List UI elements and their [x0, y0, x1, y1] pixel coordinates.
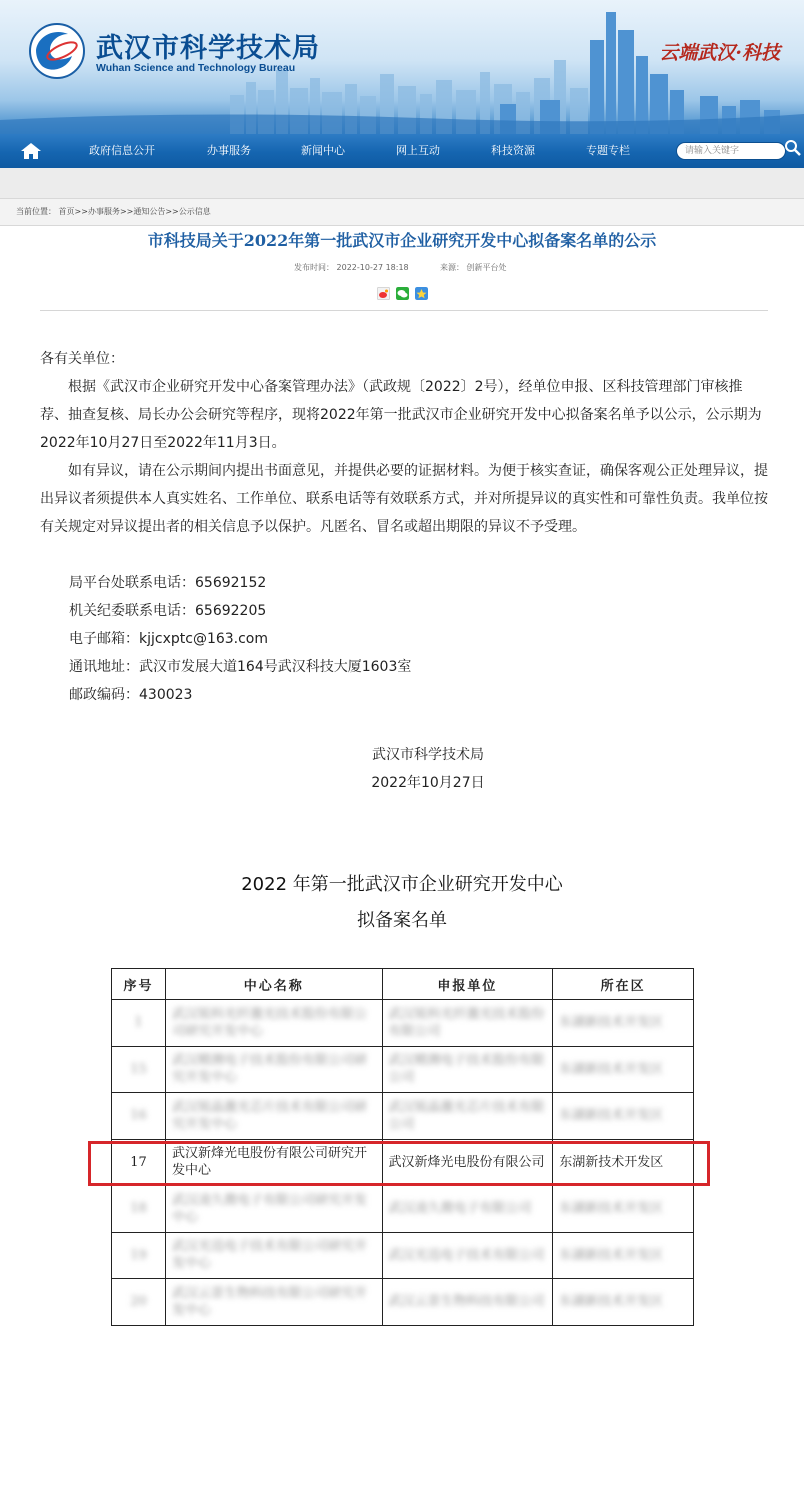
share-wechat-icon[interactable] [396, 287, 409, 300]
row-center-name: 武汉精测电子技术股份有限公司研究开发中心 [165, 1046, 382, 1093]
nav-item-services[interactable]: 办事服务 [207, 144, 251, 157]
title-divider [40, 310, 768, 311]
list-title-line1: 2022 年第一批武汉市企业研究开发中心 [241, 874, 563, 895]
header-spacer [0, 168, 804, 198]
row-center-name: 武汉锐科光纤激光技术股份有限公司研究开发中心 [165, 1000, 382, 1047]
contact-email: 电子邮箱：kjjcxptc@163.com [69, 631, 269, 647]
highlight-annotation-box [88, 1141, 710, 1186]
table-row [112, 1279, 694, 1326]
row-seq: 16 [112, 1093, 166, 1140]
row-district: 东湖新技术开发区 [553, 1046, 694, 1093]
site-subtitle: Wuhan Science and Technology Bureau [96, 62, 296, 74]
row-center-name: 武汉光迅电子技术有限公司研究开发中心 [165, 1232, 382, 1279]
row-district: 东湖新技术开发区 [553, 1000, 694, 1047]
source-label: 来源： 创新平台处 [440, 263, 507, 272]
slogan: 云端武汉·科技 [659, 42, 780, 64]
table-row [112, 1186, 694, 1233]
row-center-name: 武汉锐晶激光芯片技术有限公司研究开发中心 [165, 1093, 382, 1140]
contact-platform-phone: 局平台处联系电话：65692152 [69, 575, 267, 591]
share-weibo-icon[interactable] [377, 287, 390, 300]
share-qzone-icon[interactable] [415, 287, 428, 300]
row-applicant: 武汉锐科光纤激光技术股份有限公司 [382, 1000, 553, 1047]
nav-item-gov-info[interactable]: 政府信息公开 [89, 144, 155, 157]
row-district: 东湖新技术开发区 [553, 1186, 694, 1233]
signature-date: 2022年10月27日 [371, 775, 485, 791]
nav-item-news[interactable]: 新闻中心 [301, 144, 345, 157]
contact-postcode: 邮政编码：430023 [69, 687, 193, 703]
row-center-name: 武汉新烽光电股份有限公司研究开发中心 [165, 1139, 382, 1186]
row-seq: 18 [112, 1186, 166, 1233]
header-banner [0, 0, 804, 134]
row-applicant: 武汉锐晶激光芯片技术有限公司 [382, 1093, 553, 1140]
nav-item-interaction[interactable]: 网上互动 [396, 144, 440, 157]
signature-org: 武汉市科学技术局 [372, 747, 484, 763]
publish-time: 发布时间： 2022-10-27 18:18 [294, 263, 409, 272]
row-center-name: 武汉凌久微电子有限公司研究开发中心 [165, 1186, 382, 1233]
header-district: 所在区 [553, 969, 694, 1000]
row-applicant: 武汉光迅电子技术有限公司 [382, 1232, 553, 1279]
row-district: 东湖新技术开发区 [553, 1279, 694, 1326]
salutation: 各有关单位： [40, 351, 124, 367]
row-seq: 19 [112, 1232, 166, 1279]
search-icon[interactable] [784, 139, 802, 157]
row-seq: 17 [112, 1139, 166, 1186]
row-seq: 20 [112, 1279, 166, 1326]
row-seq: 15 [112, 1046, 166, 1093]
table-header-row [112, 969, 694, 1000]
row-center-name: 武汉云景生物科技有限公司研究开发中心 [165, 1279, 382, 1326]
main-navigation [0, 134, 804, 168]
paragraph-announcement: 根据《武汉市企业研究开发中心备案管理办法》（武政规〔2022〕2号），经单位申报、区科技管理部门审核推荐、抽查复核、局长办公会研究等程序，现将2022年第一批武汉市企业研究开发中心拟备案名单予以公示，公示期为2022年10月27日至2022年11月3日。 [40, 379, 762, 451]
row-district: 东湖新技术开发区 [553, 1232, 694, 1279]
row-applicant: 武汉新烽光电股份有限公司 [382, 1139, 553, 1186]
nav-item-topics[interactable]: 专题专栏 [586, 144, 630, 157]
table-row [112, 1232, 694, 1279]
paragraph-objection: 如有异议，请在公示期间内提出书面意见，并提供必要的证据材料。为便于核实查证，确保客观公正处理异议，提出异议者须提供本人真实姓名、工作单位、联系电话等有效联系方式，并对所提异议的真实性和可靠性负责。我单位按有关规定对异议提出者的相关信息予以保护。凡匿名、冒名或超出期限的异议不予受理。 [40, 463, 768, 535]
table-row [112, 1046, 694, 1093]
home-icon[interactable] [18, 140, 44, 162]
header-seq: 序号 [112, 969, 166, 1000]
breadcrumb[interactable]: 当前位置： 首页>>办事服务>>通知公告>>公示信息 [0, 198, 804, 226]
table-row [112, 1000, 694, 1047]
list-title-line2: 拟备案名单 [357, 910, 447, 931]
header-applicant: 申报单位 [382, 969, 553, 1000]
search-input[interactable]: 请输入关键字 [676, 142, 786, 160]
row-applicant: 武汉精测电子技术股份有限公司 [382, 1046, 553, 1093]
bureau-logo-icon [28, 22, 86, 80]
row-district: 东湖新技术开发区 [553, 1093, 694, 1140]
row-applicant: 武汉凌久微电子有限公司 [382, 1186, 553, 1233]
contact-discipline-phone: 机关纪委联系电话：65692205 [69, 603, 267, 619]
contact-address: 通讯地址：武汉市发展大道164号武汉科技大厦1603室 [69, 659, 412, 675]
row-seq: 1 [112, 1000, 166, 1047]
row-applicant: 武汉云景生物科技有限公司 [382, 1279, 553, 1326]
header-center-name: 中心名称 [165, 969, 382, 1000]
table-row [112, 1093, 694, 1140]
page-title: 市科技局关于2022年第一批武汉市企业研究开发中心拟备案名单的公示 [147, 231, 657, 250]
site-title: 武汉市科学技术局 [96, 33, 320, 64]
row-district: 东湖新技术开发区 [553, 1139, 694, 1186]
nav-item-resources[interactable]: 科技资源 [491, 144, 535, 157]
